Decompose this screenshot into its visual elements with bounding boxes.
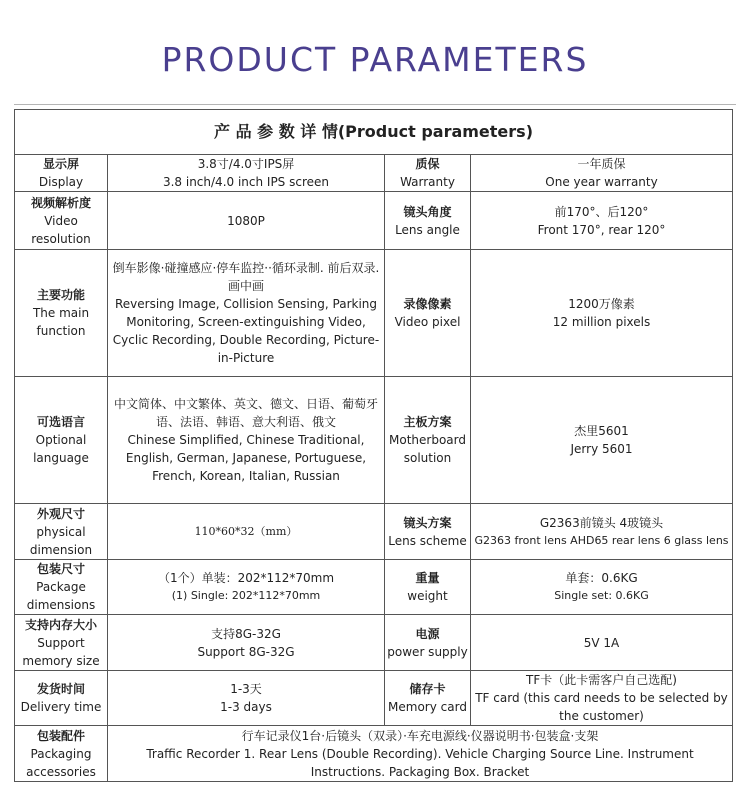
param-label: [15, 726, 108, 782]
label-en: Lens scheme: [388, 533, 467, 548]
label-cn: 电源: [415, 626, 440, 641]
param-label: [385, 155, 471, 192]
param-value: [471, 155, 733, 192]
value-cn: 一年质保: [577, 157, 626, 171]
value-en: TF card (this card needs to be selected by the customer): [475, 691, 728, 723]
param-value: [108, 192, 385, 250]
param-value: [471, 504, 733, 560]
param-value: [471, 250, 733, 377]
param-label: [385, 615, 471, 671]
value-cn: 杰里5601: [574, 424, 629, 438]
param-label: [385, 671, 471, 726]
param-value: [471, 192, 733, 250]
label-cn: 主要功能: [36, 288, 85, 302]
param-value: [471, 671, 733, 726]
param-value: [108, 377, 385, 504]
label-en: Lens angle: [395, 222, 460, 237]
label-en: physical dimension: [29, 524, 93, 557]
label-cn: 镜头方案: [403, 515, 452, 530]
value-cn: 行车记录仪1台·后镜头（双录）·车充电源线·仪器说明书·包装盒·支架: [241, 728, 599, 743]
param-label: [385, 377, 471, 504]
label-en: Optional language: [33, 433, 89, 465]
value-en: One year warranty: [545, 175, 658, 189]
value-en: Single set: 0.6KG: [554, 589, 649, 602]
value-en: G2363 front lens AHD65 rear lens 6 glass lens: [474, 533, 729, 547]
value-cn: TF卡（此卡需客户自己选配): [526, 673, 677, 687]
value-en: Reversing Image, Collision Sensing, Parking Monitoring, Screen-extinguishing Video, Cyclic Recording, Double Recording, Picture-in-Picture: [112, 297, 380, 365]
value-en: Traffic Recorder 1. Rear Lens (Double Recording). Vehicle Charging Source Line. Instrument Instructions. Packaging Box. Bracket: [146, 746, 694, 779]
param-value: [108, 560, 385, 615]
param-label: [385, 250, 471, 377]
label-en: Warranty: [400, 175, 455, 189]
value-en: Front 170°, rear 120°: [537, 222, 666, 237]
label-en: Video resolution: [31, 213, 91, 246]
value-cn: 单套：0.6KG: [565, 571, 638, 585]
param-label: [15, 671, 108, 726]
label-en: Delivery time: [20, 700, 102, 714]
label-cn: 重量: [415, 571, 440, 585]
value-cn: 倒车影像·碰撞感应·停车监控··循环录制. 前后双录.画中画: [112, 261, 380, 293]
label-en: Support memory size: [22, 635, 100, 668]
param-label: [385, 504, 471, 560]
label-cn: 镜头角度: [403, 204, 452, 219]
param-label: [385, 560, 471, 615]
param-value: [108, 250, 385, 377]
divider: [14, 104, 736, 105]
param-value: [471, 560, 733, 615]
value-cn: 前170°、后120°: [554, 204, 649, 219]
label-en: weight: [407, 589, 448, 603]
param-value: [108, 615, 385, 671]
value-en: 1-3 days: [220, 700, 272, 714]
label-cn: 外观尺寸: [36, 506, 85, 521]
param-label: [15, 560, 108, 615]
label-cn: 可选语言: [36, 415, 85, 429]
value-en: Jerry 5601: [570, 442, 633, 456]
param-label: [15, 615, 108, 671]
value-en: (1) Single: 202*112*70mm: [171, 589, 321, 602]
param-value: [108, 726, 733, 782]
label-en: power supply: [387, 644, 468, 659]
value-en: Chinese Simplified, Chinese Traditional, English, German, Japanese, Portuguese, French, Korean, Italian, Russian: [125, 433, 367, 483]
product-parameters-table: [14, 109, 733, 782]
label-cn: 包装尺寸: [36, 562, 85, 576]
value-en: 12 million pixels: [552, 315, 651, 329]
page-title: PRODUCT PARAMETERS: [161, 40, 589, 79]
value-en: Support 8G-32G: [197, 644, 295, 659]
value-cn: 1-3天: [230, 682, 262, 696]
param-value: [471, 615, 733, 671]
param-label: [15, 504, 108, 560]
param-value: [108, 504, 385, 560]
param-value: [108, 671, 385, 726]
param-label: [15, 377, 108, 504]
label-en: Package dimensions: [26, 580, 96, 612]
value-cn: G2363前镜头 4玻镜头: [539, 515, 664, 530]
label-en: Video pixel: [394, 315, 461, 329]
value: 1080P: [227, 213, 265, 228]
label-cn: 显示屏: [42, 157, 79, 171]
value-cn: 3.8寸/4.0寸IPS屏: [197, 157, 295, 171]
label-en: Memory card: [388, 700, 467, 714]
label-en: Display: [38, 175, 84, 189]
label-cn: 发货时间: [36, 682, 85, 696]
value-cn: （1个）单装：202*112*70mm: [157, 571, 335, 585]
label-cn: 视频解析度: [30, 195, 91, 210]
table-header: 产 品 参 数 详 情(Product parameters): [15, 110, 733, 155]
label-cn: 录像像素: [403, 297, 452, 311]
value: 5V 1A: [583, 635, 620, 650]
label-cn: 包装配件: [36, 728, 85, 743]
param-label: [15, 192, 108, 250]
label-en: Packaging accessories: [26, 746, 96, 779]
param-value: [108, 155, 385, 192]
value: 110*60*32（mm）: [194, 524, 298, 538]
label-en: The main function: [32, 306, 90, 338]
param-label: [15, 250, 108, 377]
label-cn: 主板方案: [403, 415, 452, 429]
value-cn: 中文简体、中文繁体、英文、德文、日语、葡萄牙语、法语、韩语、意大利语、俄文: [113, 397, 378, 429]
label-en: Motherboard solution: [389, 433, 466, 465]
label-cn: 储存卡: [409, 682, 446, 696]
param-label: [385, 192, 471, 250]
label-cn: 支持内存大小: [24, 617, 97, 632]
value-en: 3.8 inch/4.0 inch IPS screen: [162, 175, 330, 189]
param-value: [471, 377, 733, 504]
label-cn: 质保: [415, 157, 440, 171]
param-label: [15, 155, 108, 192]
value-cn: 1200万像素: [568, 297, 635, 311]
value-cn: 支持8G-32G: [211, 626, 281, 641]
